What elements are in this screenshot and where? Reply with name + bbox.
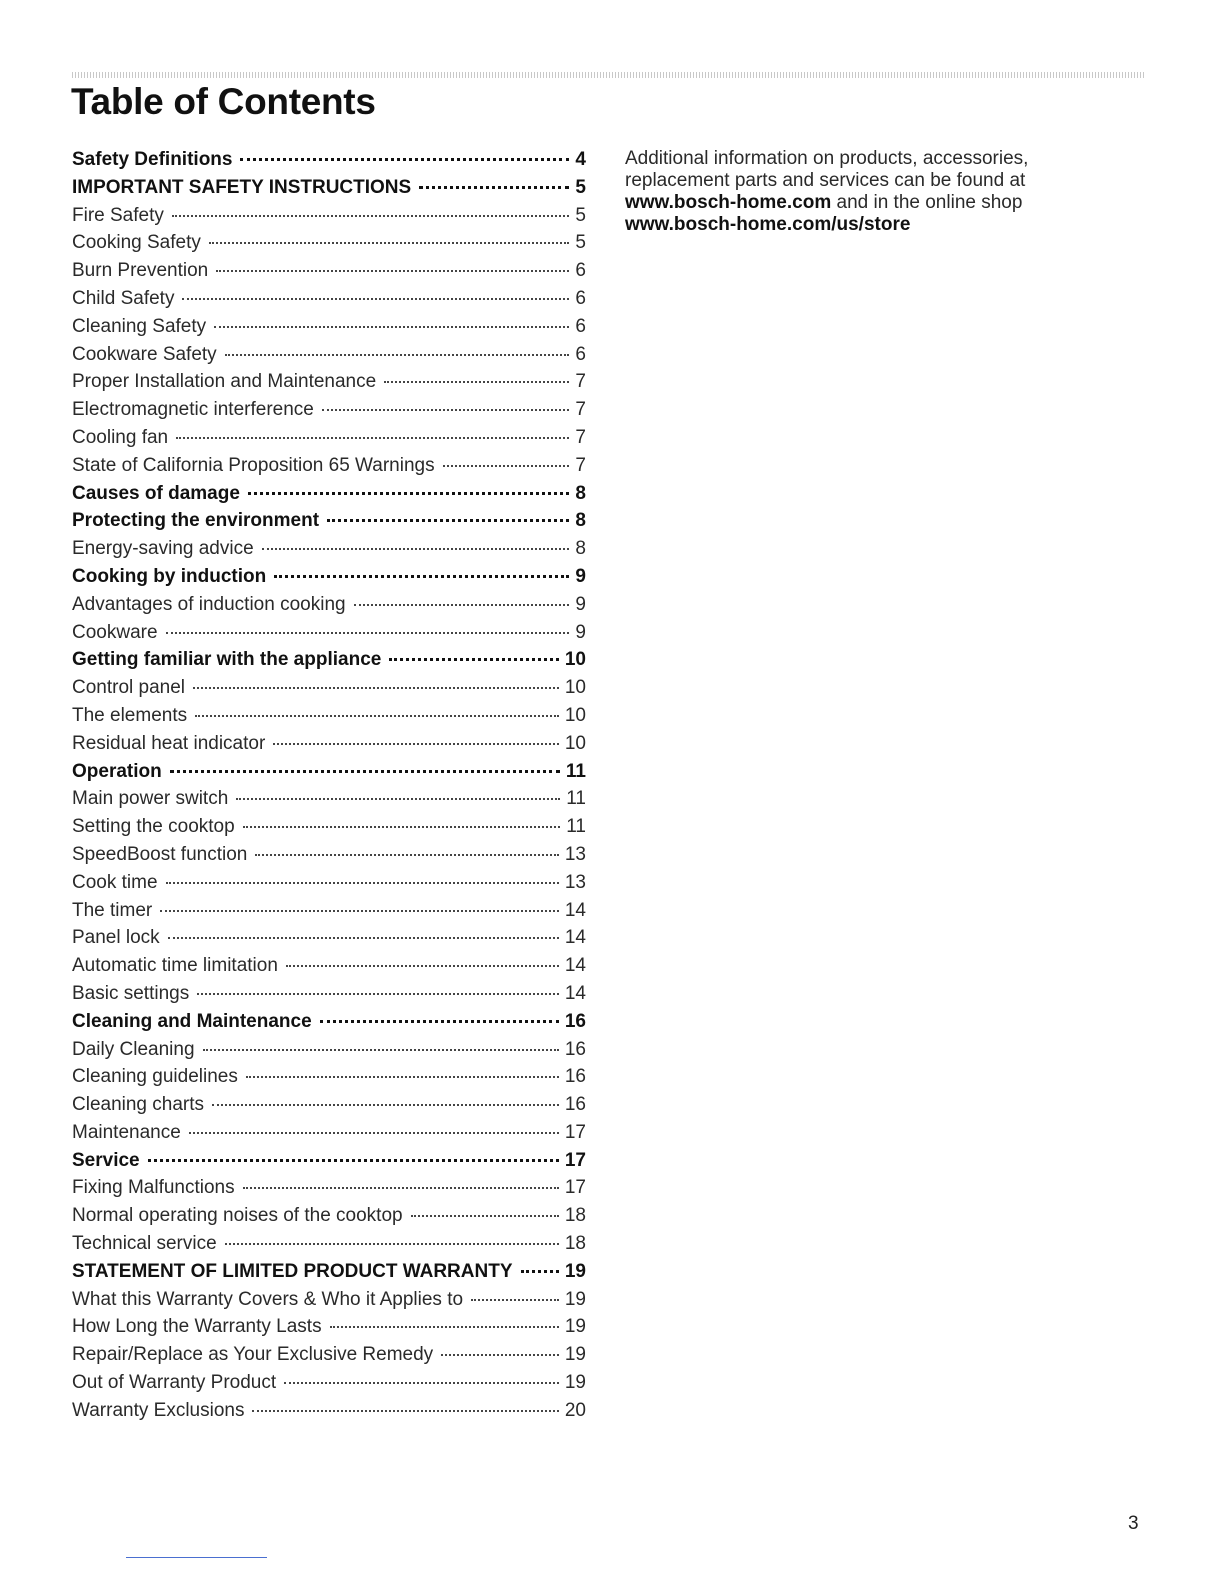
toc-section[interactable]	[72, 646, 586, 674]
toc-dot-leader	[166, 882, 559, 884]
toc-entry-page: 7	[575, 371, 586, 393]
toc-entry-label: Cooking Safety	[72, 232, 201, 254]
toc-entry-label: Fire Safety	[72, 204, 164, 226]
toc-section[interactable]	[72, 1147, 586, 1175]
additional-info-text: Additional information on products, accessories, replacement parts and services can be found at	[625, 148, 1029, 191]
toc-subsection[interactable]	[72, 591, 586, 619]
toc-entry-page: 7	[575, 426, 586, 448]
toc-entry-page: 10	[564, 704, 586, 726]
toc-entry-label: Cleaning and Maintenance	[72, 1010, 312, 1032]
toc-entry-label: Cookware Safety	[72, 343, 217, 365]
toc-subsection[interactable]	[72, 257, 586, 285]
toc-dot-leader	[286, 965, 559, 967]
toc-subsection[interactable]	[72, 1341, 586, 1369]
table-of-contents	[72, 146, 586, 1425]
toc-entry-page: 16	[564, 1010, 586, 1032]
toc-dot-leader	[419, 186, 569, 189]
toc-subsection[interactable]	[72, 924, 586, 952]
toc-subsection[interactable]	[72, 1286, 586, 1314]
toc-entry-page: 6	[575, 287, 586, 309]
toc-dot-leader	[384, 381, 569, 383]
toc-subsection[interactable]	[72, 1230, 586, 1258]
toc-section[interactable]	[72, 174, 586, 202]
toc-entry-page: 9	[575, 621, 586, 643]
toc-entry-label: Main power switch	[72, 788, 229, 810]
toc-dot-leader	[148, 1159, 559, 1162]
toc-dot-leader	[354, 604, 570, 606]
toc-entry-label: Service	[72, 1149, 140, 1171]
toc-dot-leader	[236, 798, 560, 800]
toc-dot-leader	[160, 910, 559, 912]
toc-entry-label: State of California Proposition 65 Warnings	[72, 454, 435, 476]
toc-entry-page: 6	[575, 343, 586, 365]
toc-entry-label: Causes of damage	[72, 482, 240, 504]
toc-subsection[interactable]	[72, 202, 586, 230]
toc-entry-page: 5	[575, 176, 586, 198]
toc-dot-leader	[262, 548, 570, 550]
toc-dot-leader	[240, 158, 569, 161]
toc-entry-page: 17	[564, 1149, 586, 1171]
toc-entry-page: 10	[564, 732, 586, 754]
toc-dot-leader	[389, 658, 559, 661]
toc-entry-page: 14	[564, 927, 586, 949]
toc-entry-label: Burn Prevention	[72, 260, 209, 282]
toc-entry-page: 13	[564, 871, 586, 893]
toc-entry-page: 4	[575, 149, 586, 170]
additional-info-note	[625, 148, 1085, 236]
toc-entry-label: Warranty Exclusions	[72, 1399, 245, 1421]
bottom-line	[126, 1557, 267, 1558]
toc-dot-leader	[330, 1326, 559, 1328]
toc-entry-page: 19	[564, 1316, 586, 1338]
toc-entry-label: Proper Installation and Maintenance	[72, 371, 377, 393]
toc-entry-label: SpeedBoost function	[72, 843, 248, 865]
toc-entry-label: Protecting the environment	[72, 510, 320, 532]
toc-entry-page: 19	[564, 1344, 586, 1366]
page-title: Table of Contents	[71, 81, 376, 122]
toc-dot-leader	[225, 1243, 559, 1245]
toc-entry-label: Getting familiar with the appliance	[72, 649, 382, 671]
toc-subsection[interactable]	[72, 1063, 586, 1091]
toc-entry-label: Cookware	[72, 621, 158, 643]
toc-entry-label: Setting the cooktop	[72, 816, 235, 838]
toc-entry-label: Electromagnetic interference	[72, 399, 314, 421]
toc-entry-label: Residual heat indicator	[72, 732, 266, 754]
toc-subsection[interactable]	[72, 869, 586, 897]
toc-dot-leader	[274, 575, 569, 578]
toc-dot-leader	[243, 826, 561, 828]
toc-dot-leader	[189, 1132, 559, 1134]
toc-entry-label: Normal operating noises of the cooktop	[72, 1205, 403, 1227]
toc-section[interactable]	[72, 1008, 586, 1036]
toc-dot-leader	[172, 215, 570, 217]
toc-entry-page: 17	[564, 1177, 586, 1199]
toc-entry-label: Technical service	[72, 1233, 217, 1255]
toc-subsection[interactable]	[72, 730, 586, 758]
toc-entry-page: 19	[564, 1372, 586, 1394]
toc-entry-label: Safety Definitions	[72, 149, 233, 170]
toc-subsection[interactable]	[72, 1397, 586, 1425]
toc-subsection[interactable]	[72, 452, 586, 480]
toc-entry-page: 6	[575, 260, 586, 282]
toc-dot-leader	[441, 1354, 559, 1356]
toc-subsection[interactable]	[72, 341, 586, 369]
toc-entry-label: STATEMENT OF LIMITED PRODUCT WARRANTY	[72, 1260, 513, 1282]
toc-entry-label: Child Safety	[72, 287, 175, 309]
toc-entry-page: 19	[564, 1288, 586, 1310]
toc-subsection[interactable]	[72, 1202, 586, 1230]
toc-entry-label: Repair/Replace as Your Exclusive Remedy	[72, 1344, 434, 1366]
toc-entry-page: 14	[564, 982, 586, 1004]
toc-dot-leader	[214, 326, 569, 328]
toc-entry-label: Cooking by induction	[72, 565, 267, 587]
toc-entry-label: The timer	[72, 899, 153, 921]
toc-entry-label: Fixing Malfunctions	[72, 1177, 235, 1199]
toc-dot-leader	[166, 632, 570, 634]
toc-entry-page: 16	[564, 1038, 586, 1060]
toc-subsection[interactable]	[72, 396, 586, 424]
toc-entry-page: 6	[575, 315, 586, 337]
toc-entry-page: 20	[564, 1399, 586, 1421]
toc-entry-label: Control panel	[72, 677, 186, 699]
toc-dot-leader	[521, 1270, 559, 1273]
toc-subsection[interactable]	[72, 1091, 586, 1119]
toc-section[interactable]	[72, 758, 586, 786]
toc-entry-page: 7	[575, 454, 586, 476]
toc-entry-page: 5	[575, 204, 586, 226]
toc-dot-leader	[471, 1299, 559, 1301]
toc-entry-page: 7	[575, 399, 586, 421]
toc-subsection[interactable]	[72, 702, 586, 730]
toc-subsection[interactable]	[72, 1369, 586, 1397]
toc-section[interactable]	[72, 480, 586, 508]
toc-dot-leader	[252, 1410, 558, 1412]
toc-entry-page: 14	[564, 955, 586, 977]
toc-entry-label: Maintenance	[72, 1121, 181, 1143]
toc-entry-label: The elements	[72, 704, 188, 726]
bosch-home-link[interactable]: www.bosch-home.com	[625, 192, 832, 213]
toc-subsection[interactable]	[72, 424, 586, 452]
toc-entry-page: 19	[564, 1260, 586, 1282]
toc-section[interactable]	[72, 507, 586, 535]
toc-dot-leader	[225, 354, 570, 356]
toc-entry-page: 11	[565, 760, 586, 782]
toc-dot-leader	[216, 270, 569, 272]
toc-subsection[interactable]	[72, 952, 586, 980]
toc-subsection[interactable]	[72, 813, 586, 841]
toc-dot-leader	[255, 854, 559, 856]
header-rule	[72, 72, 1144, 78]
toc-entry-page: 18	[564, 1233, 586, 1255]
toc-entry-label: Operation	[72, 760, 162, 782]
toc-section[interactable]	[72, 146, 586, 174]
toc-dot-leader	[273, 743, 559, 745]
toc-dot-leader	[320, 1020, 559, 1023]
toc-entry-label: IMPORTANT SAFETY INSTRUCTIONS	[72, 176, 412, 198]
toc-dot-leader	[212, 1104, 559, 1106]
page-number: 3	[1128, 1513, 1139, 1534]
toc-subsection[interactable]	[72, 1036, 586, 1064]
toc-subsection[interactable]	[72, 313, 586, 341]
toc-dot-leader	[182, 298, 569, 300]
toc-entry-page: 10	[564, 649, 586, 671]
toc-entry-page: 18	[564, 1205, 586, 1227]
toc-dot-leader	[168, 937, 559, 939]
toc-entry-label: Advantages of induction cooking	[72, 593, 346, 615]
toc-entry-label: Energy-saving advice	[72, 538, 254, 560]
toc-entry-page: 5	[575, 232, 586, 254]
toc-entry-page: 14	[564, 899, 586, 921]
toc-entry-label: Cleaning charts	[72, 1094, 205, 1116]
toc-dot-leader	[203, 1049, 559, 1051]
toc-entry-page: 10	[564, 677, 586, 699]
toc-dot-leader	[243, 1187, 559, 1189]
toc-dot-leader	[411, 1215, 559, 1217]
toc-dot-leader	[209, 242, 570, 244]
toc-dot-leader	[443, 465, 570, 467]
toc-subsection[interactable]	[72, 619, 586, 647]
toc-dot-leader	[284, 1382, 559, 1384]
toc-entry-label: Out of Warranty Product	[72, 1372, 277, 1394]
toc-entry-page: 8	[575, 510, 586, 532]
toc-subsection[interactable]	[72, 897, 586, 925]
additional-info-text-2: and in the online shop	[836, 192, 1023, 213]
toc-entry-page: 8	[575, 482, 586, 504]
toc-subsection[interactable]	[72, 285, 586, 313]
toc-dot-leader	[193, 687, 559, 689]
toc-entry-page: 16	[564, 1094, 586, 1116]
toc-subsection[interactable]	[72, 841, 586, 869]
toc-section[interactable]	[72, 1258, 586, 1286]
toc-dot-leader	[322, 409, 570, 411]
toc-entry-label: Cleaning Safety	[72, 315, 207, 337]
toc-subsection[interactable]	[72, 785, 586, 813]
toc-entry-page: 9	[575, 565, 586, 587]
toc-entry-label: What this Warranty Covers & Who it Applies to	[72, 1288, 464, 1310]
toc-subsection[interactable]	[72, 980, 586, 1008]
toc-entry-page: 13	[564, 843, 586, 865]
toc-entry-label: Daily Cleaning	[72, 1038, 195, 1060]
toc-dot-leader	[246, 1076, 559, 1078]
toc-entry-page: 8	[575, 538, 586, 560]
toc-entry-label: Cleaning guidelines	[72, 1066, 238, 1088]
toc-dot-leader	[170, 770, 560, 773]
toc-entry-label: Automatic time limitation	[72, 955, 278, 977]
toc-entry-page: 17	[564, 1121, 586, 1143]
toc-dot-leader	[248, 492, 570, 495]
toc-entry-label: How Long the Warranty Lasts	[72, 1316, 322, 1338]
toc-subsection[interactable]	[72, 368, 586, 396]
toc-entry-label: Cooling fan	[72, 426, 169, 448]
toc-subsection[interactable]	[72, 674, 586, 702]
toc-section[interactable]	[72, 563, 586, 591]
toc-subsection[interactable]	[72, 535, 586, 563]
toc-subsection[interactable]	[72, 1313, 586, 1341]
online-shop-link[interactable]: www.bosch-home.com/us/store	[625, 214, 911, 235]
toc-subsection[interactable]	[72, 229, 586, 257]
toc-entry-page: 9	[575, 593, 586, 615]
toc-subsection[interactable]	[72, 1119, 586, 1147]
toc-subsection[interactable]	[72, 1174, 586, 1202]
toc-dot-leader	[176, 437, 569, 439]
toc-entry-label: Basic settings	[72, 982, 190, 1004]
toc-entry-page: 16	[564, 1066, 586, 1088]
toc-entry-label: Cook time	[72, 871, 158, 893]
toc-dot-leader	[197, 993, 559, 995]
toc-entry-page: 11	[566, 816, 586, 838]
toc-dot-leader	[195, 715, 559, 717]
toc-dot-leader	[327, 519, 569, 522]
toc-entry-label: Panel lock	[72, 927, 160, 949]
toc-entry-page: 11	[566, 788, 586, 810]
